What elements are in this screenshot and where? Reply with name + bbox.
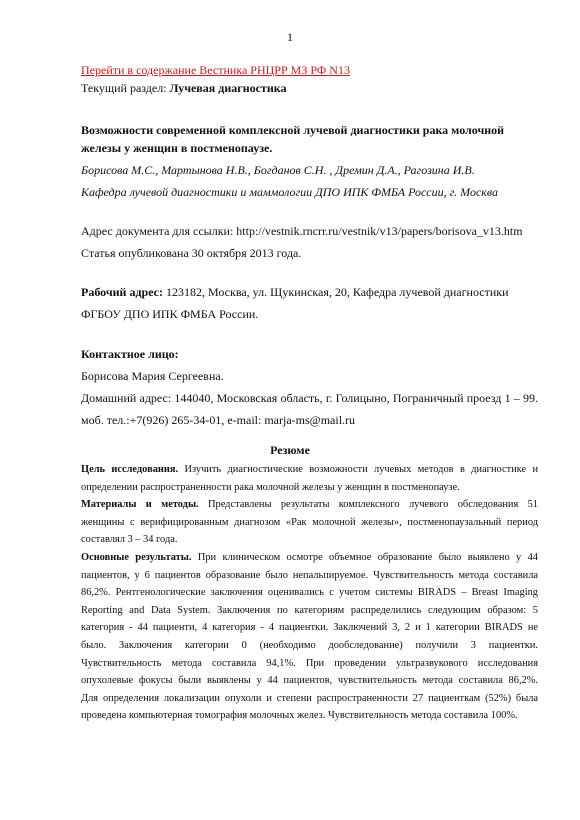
contact-label: Контактное лицо: — [81, 347, 179, 361]
section-label: Текущий раздел: — [81, 81, 170, 95]
work-address-line-1: 123182, Москва, ул. Щукинская, 20, Кафедра лучевой диагностики — [163, 285, 509, 299]
results-text-line: категория - 44 пациенти, 4 категория - 4 пациентки. Заключений 3, 2 и 1 категории BIRADS не — [81, 622, 538, 634]
document-address: Адрес документа для ссылки: http://vestnik.rncrr.ru/vestnik/v13/papers/borisova_v13.htm — [81, 224, 523, 238]
contents-link[interactable]: Перейти в содержание Вестника РНЦРР МЗ РФ N13 — [81, 63, 350, 77]
results-text-line: Reporting and Data System. Заключения по категориям распределились следующим образом: 5 — [81, 604, 538, 616]
contact-phone-email: моб. тел.:+7(926) 265-34-01, e-mail: marja-ms@mail.ru — [81, 413, 356, 427]
reference-block — [81, 222, 538, 262]
section-name: Лучевая диагностика — [169, 81, 287, 95]
work-address-block — [81, 283, 538, 323]
methods-text-line-2: женщины с верифицированным диагнозом «Рак молочной железы», постменопаузальный период — [81, 516, 538, 528]
results-label: Основные результаты. — [81, 551, 192, 563]
abstract-heading: Резюме — [270, 443, 310, 457]
abstract-body — [81, 461, 538, 725]
article-authors: Борисова М.С., Мартынова Н.В., Богданов С.Н. , Дремин Д.А., Рагозина И.В. — [81, 163, 475, 177]
article-title-line-2: железы у женщин в постменопаузе. — [81, 141, 273, 155]
results-text-line: проведена компьютерная томография молочных желез. Чувствительность метода составила 100%. — [81, 710, 518, 722]
page-number: 1 — [287, 30, 293, 44]
results-text-line: Чувствительность метода составила 94,1%. При проведении ультразвукового исследования — [81, 657, 538, 669]
contact-name: Борисова Мария Сергеевна. — [81, 369, 224, 383]
header-block — [81, 61, 538, 97]
results-text-line: было. Заключения категории 0 (необходимо дообследование) получили 3 пациентки. — [81, 639, 538, 651]
aim-text-line-2: определении распространенности рака молочной железы у женщин в постменопаузе. — [81, 481, 460, 493]
results-text-line: Для определения локализации опухоли и степени распространенности 27 пациенткам (52%) была — [81, 692, 538, 704]
contact-block — [81, 345, 538, 429]
work-address-label: Рабочий адрес: — [81, 285, 163, 299]
results-text-line: опухолевые фокусы были выявлены у 44 пациентов, чувствительность метода составила 86,2%. — [81, 675, 538, 687]
methods-text-line-3: составлял 3 – 34 года. — [81, 534, 178, 546]
publication-date: Статья опубликована 30 октября 2013 года. — [81, 246, 302, 260]
article-title-line-1: Возможности современной комплексной лучевой диагностики рака молочной — [81, 123, 505, 137]
current-section — [81, 79, 538, 97]
article-heading — [81, 121, 538, 201]
contact-home-address: Домашний адрес: 144040, Московская область, г. Голицыно, Пограничный проезд 1 – 99. — [81, 391, 538, 405]
results-text-line: пациентов, у 6 пациентов образование было непальпируемое. Чувствительность метода составила — [81, 569, 538, 581]
methods-text-line-1: Представлены результаты комплексного лучевого обследования 51 — [198, 499, 538, 511]
results-text-line-1: При клиническом осмотре объемное образование было выявлено у 44 — [191, 551, 538, 563]
methods-label: Материалы и методы. — [81, 499, 199, 511]
aim-label: Цель исследования. — [81, 464, 179, 475]
article-department: Кафедра лучевой диагностики и маммологии ДПО ИПК ФМБА России, г. Москва — [81, 185, 499, 199]
aim-text-line-1: Изучить диагностические возможности лучевых методов в диагностике и — [178, 464, 538, 475]
results-text-line: 86,2%. Рентгенологические заключения оценивались с учетом системы BIRADS – Breast Imaging — [81, 587, 538, 599]
work-address-line-2: ФГБОУ ДПО ИПК ФМБА России. — [81, 307, 259, 321]
